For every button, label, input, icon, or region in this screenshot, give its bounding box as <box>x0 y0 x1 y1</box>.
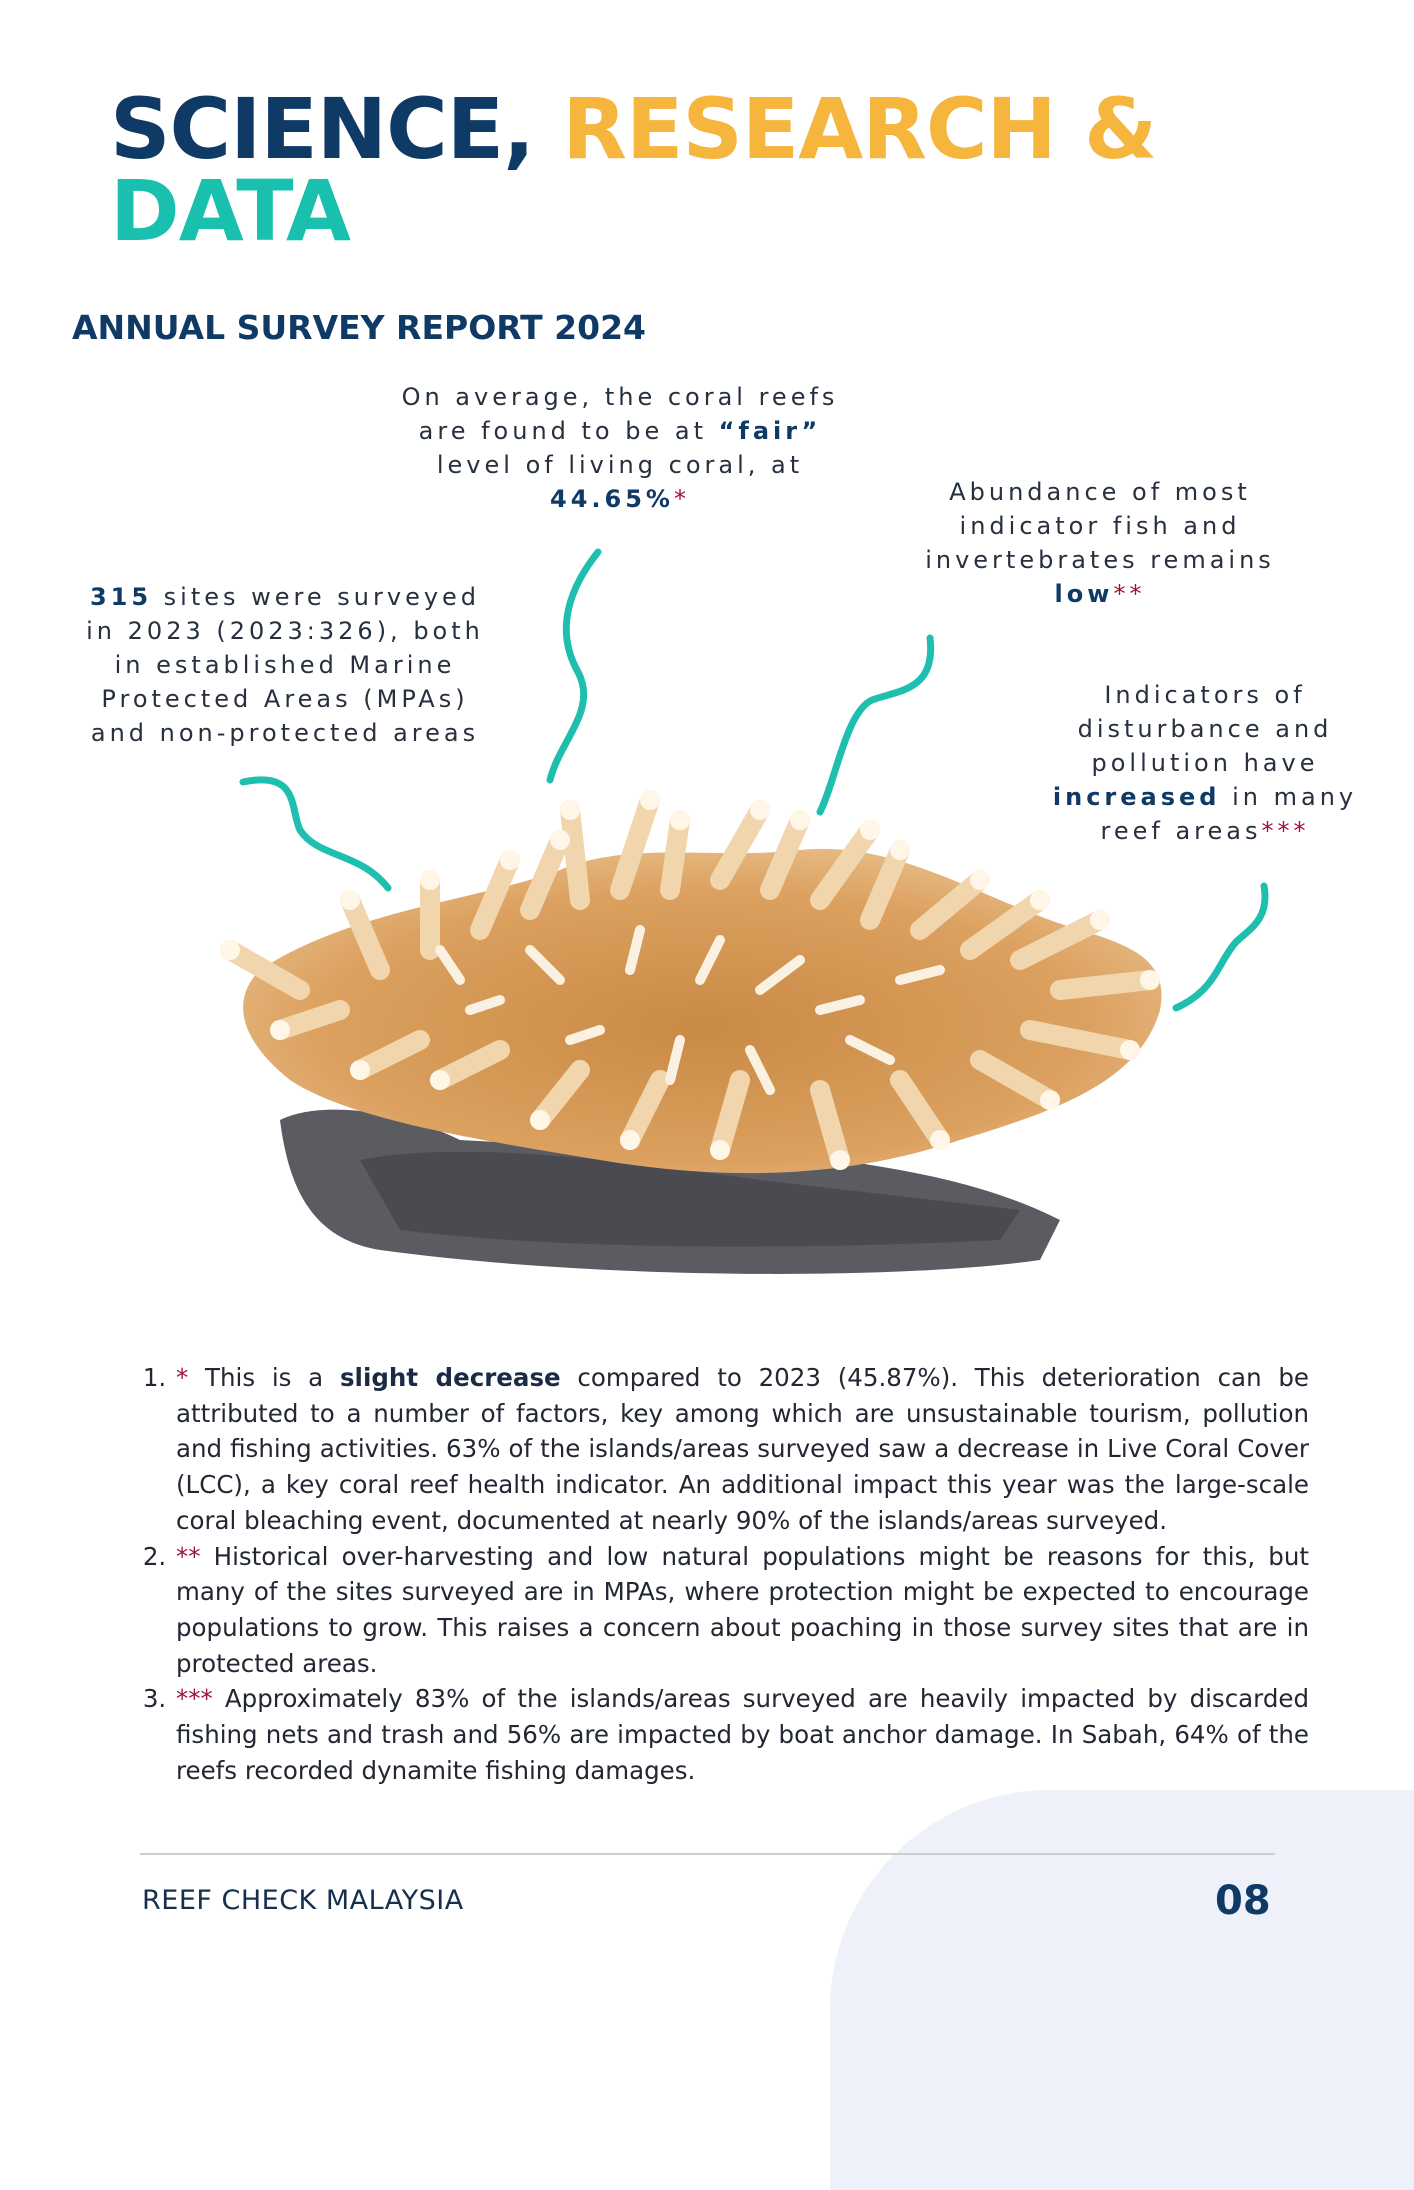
callout-coral-value: 44.65% <box>550 485 674 513</box>
footnote-text: Approximately 83% of the islands/areas surveyed are heavily impacted by discarded fishing nets and trash and 56% are impacted by boat anchor damage. In Sabah, 64% of the reefs recorded dynamite fishing damages. <box>176 1684 1309 1785</box>
footer-brand: REEF CHECK MALAYSIA <box>142 1885 464 1916</box>
title-part-research: RESEARCH & <box>562 80 1157 178</box>
footnote-text: This is a <box>188 1363 340 1392</box>
footnote-item <box>174 1360 1309 1539</box>
footnote-item <box>174 1681 1309 1788</box>
callout-disturb-increased: increased <box>1052 783 1221 811</box>
callout-disturb-text2: in many reef areas <box>1100 783 1358 845</box>
report-subtitle: ANNUAL SURVEY REPORT 2024 <box>72 308 647 347</box>
callout-coral-fair: “fair” <box>718 417 822 445</box>
callout-fish-marker: ** <box>1113 580 1146 608</box>
footer-divider <box>140 1853 1275 1855</box>
callout-fish-low: low <box>1054 580 1114 608</box>
callout-sites-number: 315 <box>89 583 153 611</box>
title-part-science: SCIENCE, <box>110 80 563 178</box>
page-number: 08 <box>1215 1878 1271 1924</box>
coral-photo <box>200 780 1210 1320</box>
footnote-text: compared to 2023 (45.87%). This deterioration can be attributed to a number of factors, key among which are unsustainable tourism, pollution and fishing activities. 63% of the islands/areas surveyed saw a decrease in Live Coral Cover (LCC), a key coral reef health indicator. An additional impact this year was the large-scale coral bleaching event, documented at nearly 90% of the islands/areas surveyed. <box>176 1363 1309 1535</box>
callout-coral-marker: * <box>673 485 690 513</box>
footnote-marker: *** <box>176 1684 213 1714</box>
title-part-data: DATA <box>110 162 351 260</box>
callout-disturb-text: Indicators of disturbance and pollution have <box>1077 681 1333 777</box>
squiggle-coral-cover <box>550 552 598 780</box>
callout-coral-text2: level of living coral, at <box>436 451 804 479</box>
callout-coral-text: On average, the coral reefs are found to be at <box>401 383 839 445</box>
callout-disturb-marker: *** <box>1261 817 1310 845</box>
footnote-marker: ** <box>176 1541 201 1571</box>
footnote-text: Historical over-harvesting and low natural populations might be reasons for this, but many of the sites surveyed are in MPAs, where protection might be expected to encourage populations to grow. This raises a concern about poaching in those survey sites that are in protected areas. <box>176 1541 1309 1678</box>
footnotes-list <box>140 1360 1309 1788</box>
callout-fish-text: Abundance of most indicator fish and invertebrates remains <box>925 478 1275 574</box>
footnote-emphasis: slight decrease <box>339 1363 561 1392</box>
callout-sites-text: sites were surveyed in 2023 (2023:326), both in established Marine Protected Areas (MPAs) and non-protected areas <box>86 583 484 747</box>
footnote-marker: * <box>176 1363 189 1392</box>
footnote-item <box>174 1539 1309 1682</box>
